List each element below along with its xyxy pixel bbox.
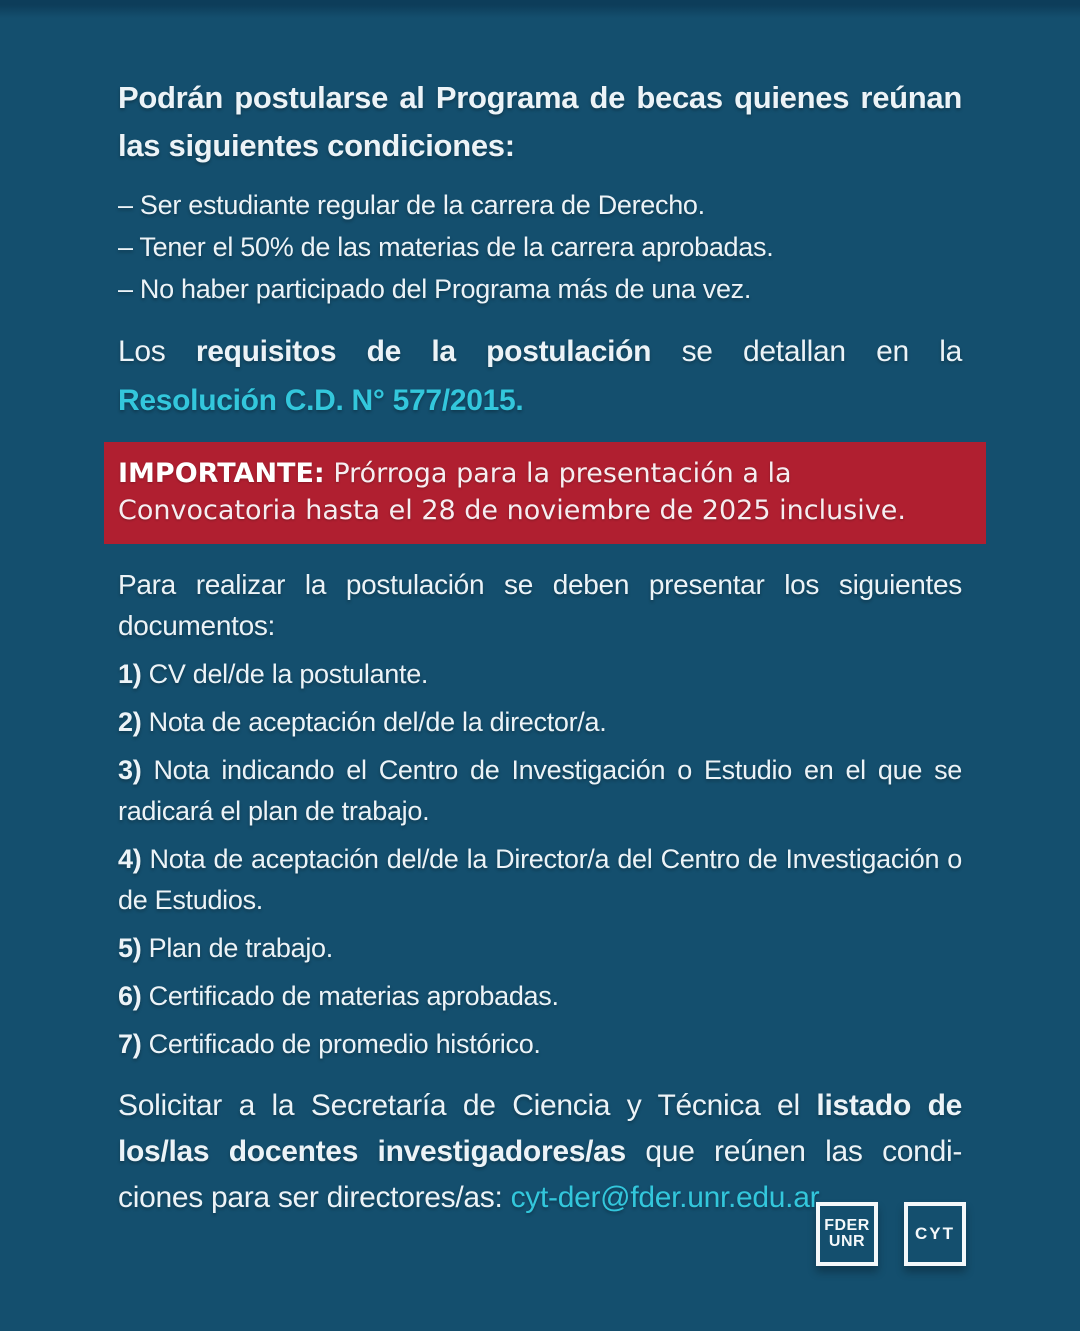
- contact-email-link[interactable]: cyt-der@fder.unr.edu.ar: [510, 1181, 820, 1214]
- contact-paragraph: [118, 1083, 962, 1221]
- documents-list: [118, 654, 962, 1065]
- conditions-list: [118, 184, 962, 310]
- document-item: 1) CV del/de la postulante.: [118, 659, 429, 689]
- important-banner: [104, 442, 986, 544]
- condition-item: – Tener el 50% de las materias de la carrera aprobadas.: [118, 232, 774, 262]
- requisitos-line: Los requisitos de la postulación se detallan en la: [118, 335, 962, 368]
- banner-line2: Convocatoria hasta el 28 de noviembre de 2025 inclusive.: [118, 495, 906, 526]
- banner-line1: IMPORTANTE: Prórroga para la presentación a la: [118, 458, 792, 489]
- documents-intro-line2: documentos:: [118, 610, 276, 641]
- document-item: 3) Nota indicando el Centro de Investigación o Estudio en el que se radicará el plan de trabajo.: [118, 755, 963, 826]
- cyt-logo: CYT: [904, 1202, 966, 1266]
- document-item: 5) Plan de trabajo.: [118, 933, 333, 963]
- condition-item: – No haber participado del Programa más de una vez.: [118, 274, 752, 304]
- footer-logos: [816, 1202, 966, 1266]
- contact-line1: Solicitar a la Secretaría de Ciencia y Técnica el listado de: [118, 1089, 962, 1122]
- intro-heading-line1: Podrán postularse al Programa de becas quienes reúnan: [118, 80, 962, 115]
- contact-line2: los/las docentes investigadores/as que reúnen las condi-: [118, 1135, 963, 1168]
- document-item: 4) Nota de aceptación del/de la Director/a del Centro de Investigación o de Estudios.: [118, 844, 962, 915]
- condition-item: – Ser estudiante regular de la carrera de Derecho.: [118, 190, 705, 220]
- document-item: 2) Nota de aceptación del/de la director/a.: [118, 707, 607, 737]
- contact-line3: ciones para ser directores/as: cyt-der@fder.unr.edu.ar: [118, 1181, 820, 1214]
- document-item: 7) Certificado de promedio histórico.: [118, 1029, 541, 1059]
- requisitos-paragraph: [118, 327, 962, 425]
- document-item: 6) Certificado de materias aprobadas.: [118, 981, 559, 1011]
- documents-intro-line1: Para realizar la postulación se deben presentar los siguientes: [118, 569, 962, 600]
- intro-heading: [118, 74, 962, 170]
- documents-intro: [118, 564, 962, 646]
- resolution-link[interactable]: Resolución C.D. N° 577/2015.: [118, 384, 524, 417]
- banner-label: IMPORTANTE:: [118, 458, 325, 489]
- fder-unr-logo: FDER UNR: [816, 1202, 878, 1266]
- intro-heading-line2: las siguientes condiciones:: [118, 128, 515, 163]
